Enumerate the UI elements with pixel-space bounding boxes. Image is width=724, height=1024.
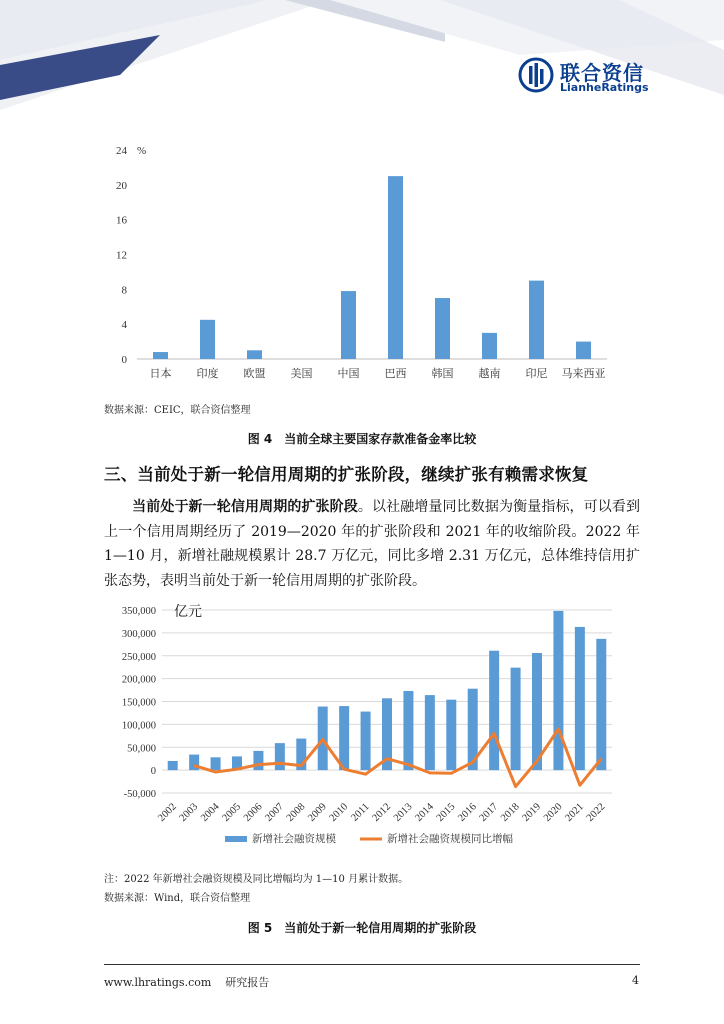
x-tick-label: 2004 bbox=[199, 801, 222, 824]
x-tick-label: 2017 bbox=[477, 801, 501, 824]
figure4-caption-num: 图 4 bbox=[247, 432, 273, 446]
y-tick-label: 50,000 bbox=[127, 743, 156, 755]
x-tick-label: 中国 bbox=[337, 368, 360, 380]
bar-欧盟 bbox=[247, 350, 262, 359]
x-tick-label: 2019 bbox=[520, 801, 544, 824]
reserve-ratio-chart bbox=[0, 130, 724, 394]
bar-2004 bbox=[211, 757, 221, 770]
x-tick-label: 2014 bbox=[413, 801, 436, 824]
x-tick-label: 韩国 bbox=[431, 368, 454, 380]
y-tick-label: 0 bbox=[150, 766, 156, 778]
bar-2015 bbox=[446, 700, 456, 770]
figure5-caption-title: 当前处于新一轮信用周期的扩张阶段 bbox=[284, 921, 477, 935]
footer-left bbox=[104, 974, 269, 990]
bar-2021 bbox=[575, 627, 585, 770]
figure4-caption bbox=[0, 430, 724, 447]
x-tick-label: 2018 bbox=[499, 801, 522, 824]
social-financing-chart bbox=[0, 598, 724, 862]
paragraph-body: 。以社融增量同比数据为衡量指标，可以看到上一个信用周期经历了 2019—2020 年的扩张阶段和 2021 年的收缩阶段。2022 年 1—10 月，新增社融规模累计 28.7 万亿元，同比多增 2.31 万亿元，总体维持信用扩张态势，表明当前处于新一轮信用周期的扩张阶段。 bbox=[104, 499, 641, 589]
x-tick-label: 2021 bbox=[563, 801, 586, 824]
bar-2018 bbox=[511, 668, 521, 770]
x-tick-label: 2007 bbox=[263, 801, 286, 824]
footer-report-type: 研究报告 bbox=[225, 976, 270, 989]
y-tick-label: 8 bbox=[121, 284, 127, 297]
bar-巴西 bbox=[388, 176, 403, 359]
bar-马来西亚 bbox=[576, 342, 591, 359]
bar-2014 bbox=[425, 695, 435, 770]
x-tick-label: 2008 bbox=[284, 801, 308, 824]
figure5-caption-num: 图 5 bbox=[247, 921, 273, 935]
x-tick-label: 2009 bbox=[306, 801, 329, 824]
footer-page-number: 4 bbox=[632, 974, 639, 987]
bar-2013 bbox=[403, 691, 413, 770]
bar-2010 bbox=[339, 706, 349, 770]
y-tick-label: 16 bbox=[116, 214, 127, 227]
x-tick-label: 2015 bbox=[434, 801, 458, 824]
y-unit-label: % bbox=[137, 145, 147, 157]
logo-text-en: LianheRatings bbox=[560, 81, 649, 94]
social-financing-chart-svg bbox=[0, 598, 724, 858]
section-heading: 三、当前处于新一轮信用周期的扩张阶段，继续扩张有赖需求恢复 bbox=[104, 465, 589, 484]
bar-2022 bbox=[596, 639, 606, 770]
x-tick-label: 2005 bbox=[220, 801, 244, 824]
x-tick-label: 2011 bbox=[349, 801, 372, 824]
figure4-caption-title: 当前全球主要国家存款准备金率比较 bbox=[284, 432, 477, 446]
footer-divider bbox=[104, 964, 640, 965]
figure5-caption bbox=[0, 919, 724, 936]
bar-2002 bbox=[168, 761, 178, 770]
x-tick-label: 越南 bbox=[478, 368, 501, 380]
x-tick-label: 马来西亚 bbox=[561, 368, 606, 380]
section-paragraph bbox=[104, 495, 640, 593]
y-tick-label: 100,000 bbox=[121, 720, 156, 732]
y-tick-label: 4 bbox=[121, 319, 127, 332]
legend-line-label: 新增社会融资规模同比增幅 bbox=[387, 834, 513, 845]
x-tick-label: 2020 bbox=[541, 801, 565, 824]
y-tick-label: 150,000 bbox=[121, 697, 156, 709]
x-tick-label: 巴西 bbox=[384, 368, 407, 380]
figure4-source: 数据来源：CEIC，联合资信整理 bbox=[104, 405, 251, 416]
x-tick-label: 美国 bbox=[290, 368, 313, 380]
y-tick-label: 0 bbox=[121, 354, 127, 366]
y-tick-label: 12 bbox=[116, 249, 127, 262]
y-tick-label: 350,000 bbox=[121, 606, 156, 617]
y-tick-label: 200,000 bbox=[121, 674, 156, 686]
x-tick-label: 2022 bbox=[584, 801, 608, 824]
x-tick-label: 2012 bbox=[370, 801, 394, 824]
bar-2011 bbox=[361, 712, 371, 771]
bar-韩国 bbox=[435, 298, 450, 359]
bar-日本 bbox=[153, 352, 168, 359]
legend-bar-label: 新增社会融资规模 bbox=[252, 834, 336, 845]
bar-2019 bbox=[532, 653, 542, 770]
bar-2007 bbox=[275, 743, 285, 770]
y-tick-label: 250,000 bbox=[121, 651, 156, 663]
y-tick-label: 300,000 bbox=[121, 628, 156, 640]
x-tick-label: 2016 bbox=[456, 801, 479, 824]
bar-2017 bbox=[489, 651, 499, 770]
x-tick-label: 2013 bbox=[391, 801, 415, 824]
x-tick-label: 印尼 bbox=[525, 368, 548, 380]
logo-text-cn: 联合资信 bbox=[560, 61, 644, 85]
x-tick-label: 印度 bbox=[196, 368, 219, 380]
logo-emblem-icon bbox=[518, 57, 554, 93]
legend-bar-swatch bbox=[225, 836, 247, 842]
y-tick-label: -50,000 bbox=[123, 789, 156, 800]
company-logo bbox=[518, 57, 648, 95]
x-tick-label: 2006 bbox=[241, 801, 265, 824]
bar-2020 bbox=[553, 611, 563, 770]
x-tick-label: 2003 bbox=[177, 801, 201, 824]
paragraph-lead: 当前处于新一轮信用周期的扩张阶段 bbox=[132, 499, 358, 515]
bar-越南 bbox=[482, 333, 497, 359]
x-tick-label: 2002 bbox=[156, 801, 179, 824]
figure5-note: 注：2022 年新增社会融资规模及同比增幅均为 1—10 月累计数据。 bbox=[104, 874, 409, 885]
footer-website[interactable]: www.lhratings.com bbox=[104, 976, 212, 989]
reserve-ratio-chart-svg bbox=[0, 130, 724, 390]
bar-印度 bbox=[200, 320, 215, 359]
y-tick-label: 20 bbox=[116, 179, 127, 192]
figure5-source: 数据来源：Wind，联合资信整理 bbox=[104, 893, 251, 904]
bar-2006 bbox=[253, 751, 263, 770]
x-tick-label: 2010 bbox=[327, 801, 351, 824]
bar-印尼 bbox=[529, 281, 544, 359]
y-tick-label: 24 bbox=[116, 145, 127, 157]
y-unit-label: 亿元 bbox=[174, 605, 202, 620]
x-tick-label: 日本 bbox=[149, 368, 172, 380]
x-tick-label: 欧盟 bbox=[243, 368, 266, 380]
bar-中国 bbox=[341, 291, 356, 359]
